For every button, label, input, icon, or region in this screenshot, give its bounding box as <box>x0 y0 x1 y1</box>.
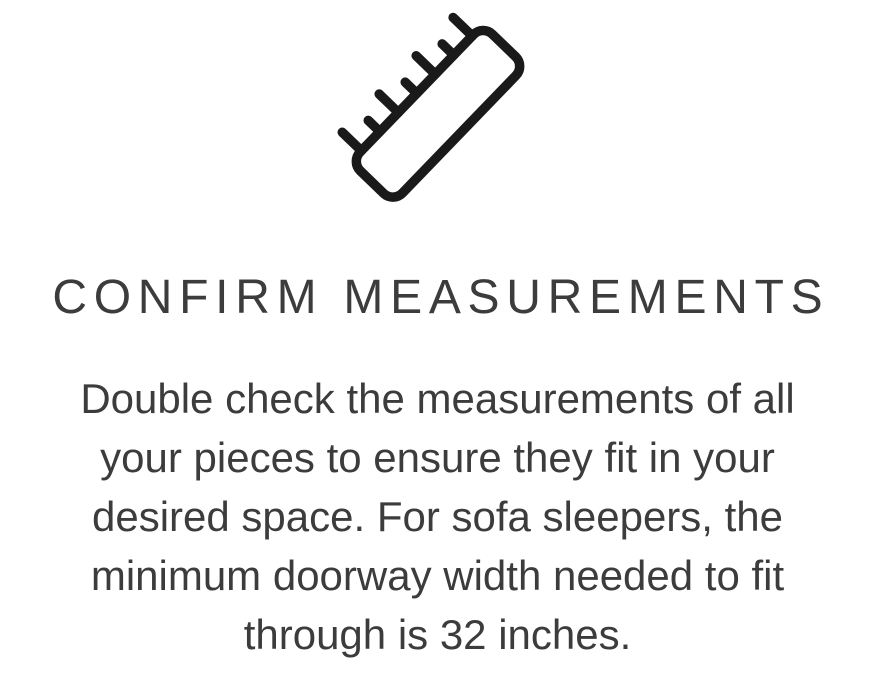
description-line: minimum doorway width needed to fit <box>90 552 785 599</box>
ruler-icon <box>343 12 533 209</box>
description-line: your pieces to ensure they fit in your <box>100 434 775 481</box>
section-title: CONFIRM MEASUREMENTS <box>52 271 830 324</box>
section-description <box>80 369 794 664</box>
description-line: Double check the measurements of all <box>80 375 795 422</box>
description-line: desired space. For sofa sleepers, the <box>91 493 784 540</box>
description-line: through is 32 inches. <box>243 611 632 658</box>
